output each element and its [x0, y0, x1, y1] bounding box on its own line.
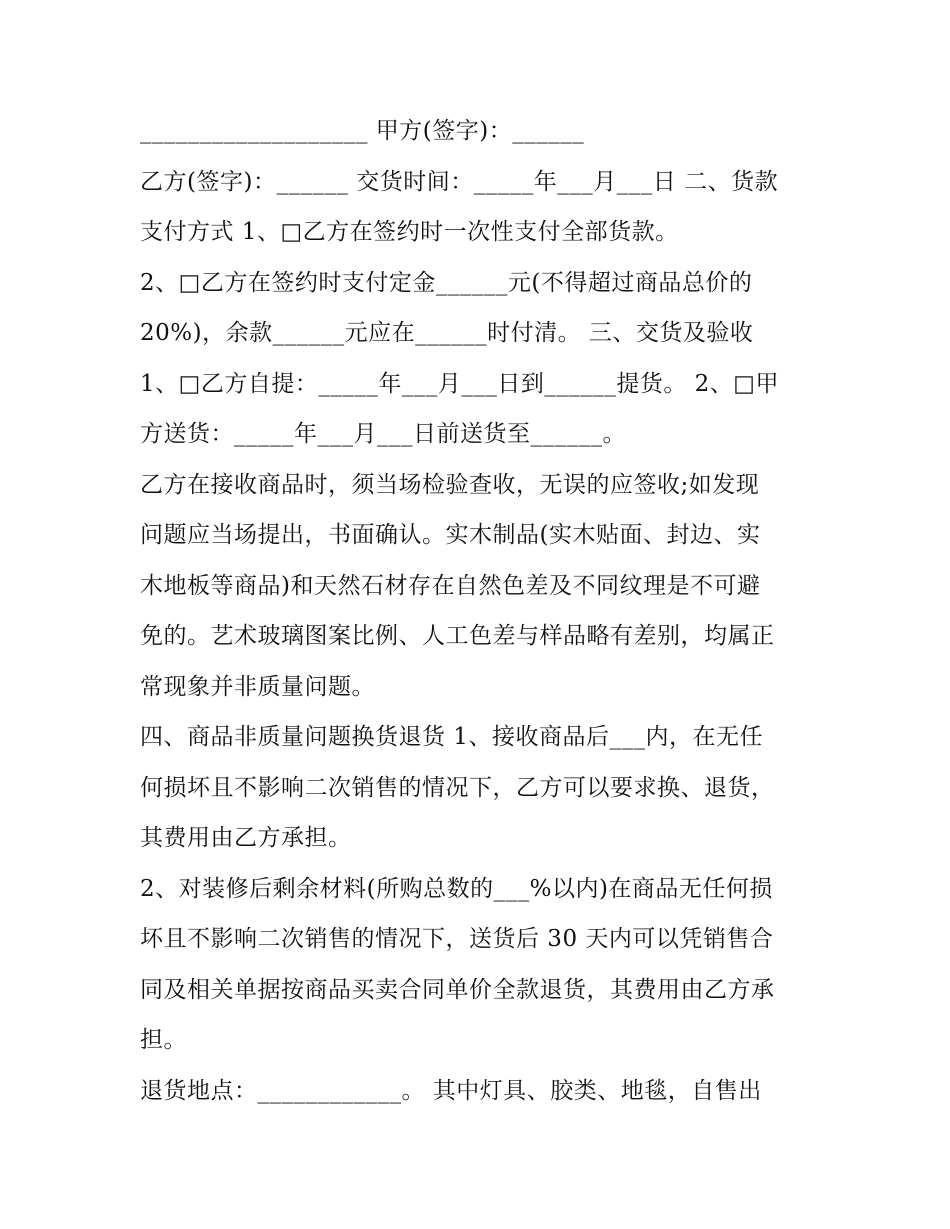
text-line: 乙方(签字)：______ 交货时间：_____年___月___日 二、货款: [140, 168, 779, 195]
text-line: 其费用由乙方承担。: [140, 825, 352, 851]
text-line: 2、对装修后剩余材料(所购总数的___%以内)在商品无任何损: [140, 875, 773, 902]
text-line: 四、商品非质量问题换货退货 1、接收商品后___内，在无任: [140, 724, 763, 750]
text-line: 1、□乙方自提：_____年___月___日到______提货。 2、□甲: [140, 370, 780, 397]
signature-line: ___________________ 甲方(签字)：______: [140, 118, 585, 144]
text-line: 支付方式 1、□乙方在签约时一次性支付全部货款。: [140, 219, 679, 245]
text-line: 坏且不影响二次销售的情况下，送货后 30 天内可以凭销售合: [140, 926, 774, 952]
text-line: 方送货：_____年___月___日前送货至______。: [140, 421, 626, 447]
text-line: 同及相关单据按商品买卖合同单价全款退货，其费用由乙方承: [140, 976, 775, 1003]
text-line: 何损坏且不影响二次销售的情况下，乙方可以要求换、退货，: [140, 774, 775, 801]
text-line: 2、□乙方在签约时支付定金______元(不得超过商品总价的: [140, 269, 753, 296]
text-line: 20%)，余款______元应在______时付清。 三、交货及验收: [140, 320, 754, 346]
text-line: 退货地点：____________。 其中灯具、胶类、地毯，自售出: [140, 1077, 762, 1104]
text-line: 免的。艺术玻璃图案比例、人工色差与样品略有差别，均属正: [140, 623, 775, 649]
document-body: [140, 106, 820, 1116]
text-line: 问题应当场提出，书面确认。实木制品(实木贴面、封边、实: [140, 522, 761, 548]
text-line: 木地板等商品)和天然石材存在自然色差及不同纹理是不可避: [140, 572, 761, 599]
text-line: 乙方在接收商品时，须当场检验查收，无误的应签收;如发现: [140, 471, 760, 498]
text-line: 担。: [140, 1027, 187, 1053]
text-line: 常现象并非质量问题。: [140, 673, 375, 700]
